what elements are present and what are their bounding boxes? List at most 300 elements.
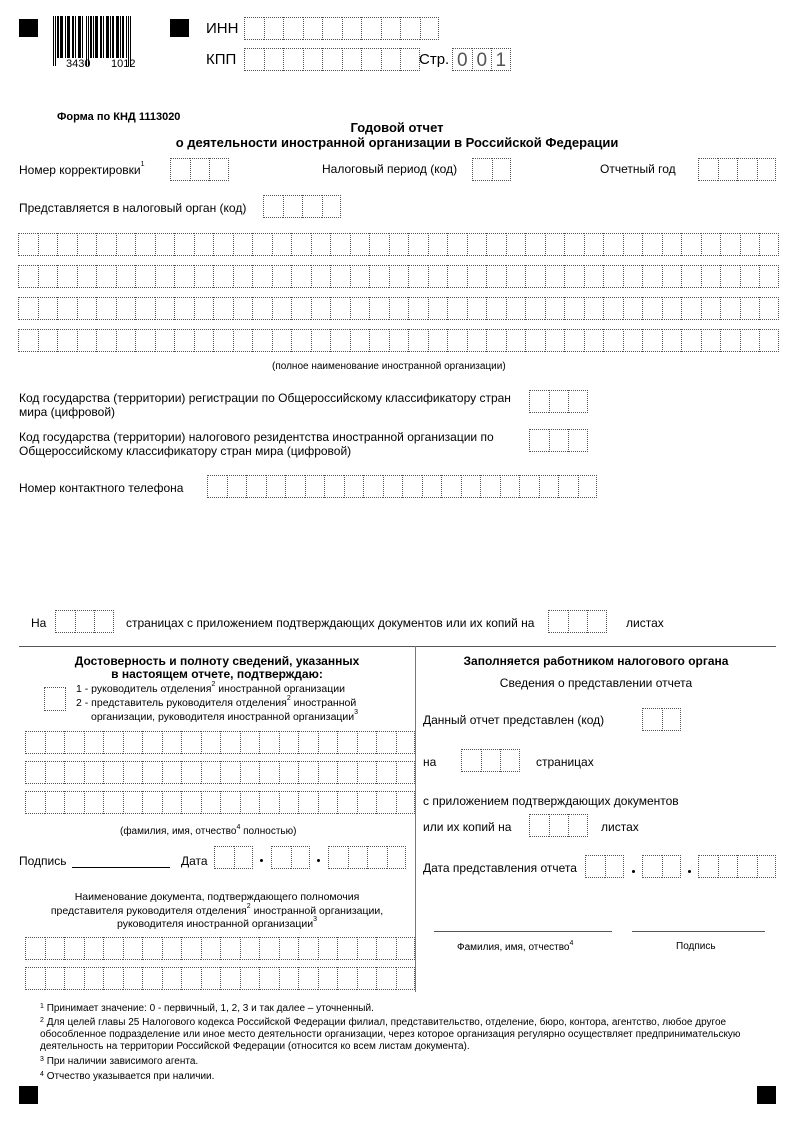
input-cell[interactable] — [396, 761, 416, 784]
input-cell[interactable] — [623, 297, 643, 320]
input-cell[interactable] — [155, 297, 175, 320]
tax-authority-code-input[interactable] — [263, 195, 341, 218]
input-cell[interactable] — [18, 297, 38, 320]
org-name-row-2[interactable] — [18, 265, 779, 288]
input-cell[interactable] — [123, 967, 143, 990]
sign-date-month[interactable] — [271, 846, 310, 869]
input-cell[interactable] — [428, 297, 448, 320]
input-cell[interactable] — [18, 329, 38, 352]
input-cell[interactable] — [135, 265, 155, 288]
input-cell[interactable] — [757, 855, 777, 878]
input-cell[interactable] — [558, 475, 578, 498]
input-cell[interactable] — [428, 265, 448, 288]
submitted-code-input[interactable] — [642, 708, 681, 731]
org-name-row-1[interactable] — [18, 233, 779, 256]
input-cell[interactable] — [467, 233, 487, 256]
input-cell[interactable] — [525, 265, 545, 288]
input-cell[interactable] — [25, 791, 45, 814]
input-cell[interactable] — [623, 265, 643, 288]
input-cell[interactable] — [759, 329, 779, 352]
input-cell[interactable] — [549, 429, 569, 452]
input-cell[interactable] — [142, 967, 162, 990]
page-number-field[interactable] — [452, 48, 511, 71]
input-cell[interactable] — [174, 265, 194, 288]
input-cell[interactable] — [491, 48, 511, 71]
input-cell[interactable] — [344, 475, 364, 498]
input-cell[interactable] — [718, 158, 738, 181]
input-cell[interactable] — [681, 233, 701, 256]
input-cell[interactable] — [142, 761, 162, 784]
officer-fio-line[interactable] — [434, 931, 612, 932]
right-pages-input[interactable] — [461, 749, 520, 772]
org-name-row-3[interactable] — [18, 297, 779, 320]
input-cell[interactable] — [564, 329, 584, 352]
input-cell[interactable] — [492, 158, 512, 181]
input-cell[interactable] — [740, 329, 760, 352]
input-cell[interactable] — [350, 265, 370, 288]
input-cell[interactable] — [174, 297, 194, 320]
input-cell[interactable] — [96, 297, 116, 320]
input-cell[interactable] — [623, 329, 643, 352]
input-cell[interactable] — [603, 297, 623, 320]
input-cell[interactable] — [291, 846, 311, 869]
input-cell[interactable] — [529, 390, 549, 413]
input-cell[interactable] — [545, 233, 565, 256]
input-cell[interactable] — [549, 814, 569, 837]
input-cell[interactable] — [116, 329, 136, 352]
input-cell[interactable] — [84, 791, 104, 814]
input-cell[interactable] — [348, 846, 368, 869]
input-cell[interactable] — [272, 329, 292, 352]
input-cell[interactable] — [400, 17, 420, 40]
input-cell[interactable] — [467, 329, 487, 352]
org-name-row-4[interactable] — [18, 329, 779, 352]
input-cell[interactable] — [240, 761, 260, 784]
input-cell[interactable] — [568, 814, 588, 837]
input-cell[interactable] — [396, 967, 416, 990]
input-cell[interactable] — [318, 967, 338, 990]
input-cell[interactable] — [330, 265, 350, 288]
input-cell[interactable] — [259, 731, 279, 754]
input-cell[interactable] — [298, 937, 318, 960]
input-cell[interactable] — [342, 48, 362, 71]
input-cell[interactable] — [283, 195, 303, 218]
input-cell[interactable] — [220, 731, 240, 754]
input-cell[interactable] — [720, 265, 740, 288]
input-cell[interactable] — [367, 846, 387, 869]
input-cell[interactable] — [240, 967, 260, 990]
input-cell[interactable] — [305, 475, 325, 498]
input-cell[interactable] — [103, 731, 123, 754]
input-cell[interactable] — [181, 791, 201, 814]
authority-doc-row-2[interactable] — [25, 967, 415, 990]
input-cell[interactable] — [57, 329, 77, 352]
input-cell[interactable] — [263, 195, 283, 218]
input-cell[interactable] — [467, 297, 487, 320]
input-cell[interactable] — [408, 297, 428, 320]
input-cell[interactable] — [389, 233, 409, 256]
input-cell[interactable] — [500, 749, 520, 772]
input-cell[interactable] — [233, 297, 253, 320]
input-cell[interactable] — [357, 967, 377, 990]
input-cell[interactable] — [420, 17, 440, 40]
input-cell[interactable] — [396, 791, 416, 814]
input-cell[interactable] — [213, 329, 233, 352]
input-cell[interactable] — [422, 475, 442, 498]
signer-fio-row-1[interactable] — [25, 731, 415, 754]
input-cell[interactable] — [116, 297, 136, 320]
input-cell[interactable] — [461, 475, 481, 498]
correction-number-input[interactable] — [170, 158, 229, 181]
input-cell[interactable] — [486, 265, 506, 288]
input-cell[interactable] — [311, 329, 331, 352]
input-cell[interactable] — [759, 297, 779, 320]
input-cell[interactable] — [642, 855, 662, 878]
officer-signature-line[interactable] — [632, 931, 765, 932]
input-cell[interactable] — [25, 731, 45, 754]
input-cell[interactable] — [142, 937, 162, 960]
input-cell[interactable] — [447, 233, 467, 256]
input-cell[interactable] — [303, 48, 323, 71]
input-cell[interactable] — [181, 937, 201, 960]
input-cell[interactable] — [162, 761, 182, 784]
input-cell[interactable] — [44, 687, 66, 711]
input-cell[interactable] — [467, 265, 487, 288]
input-cell[interactable] — [698, 158, 718, 181]
input-cell[interactable] — [38, 233, 58, 256]
input-cell[interactable] — [568, 610, 588, 633]
input-cell[interactable] — [737, 158, 757, 181]
input-cell[interactable] — [402, 475, 422, 498]
input-cell[interactable] — [57, 297, 77, 320]
input-cell[interactable] — [740, 297, 760, 320]
input-cell[interactable] — [461, 749, 481, 772]
input-cell[interactable] — [605, 855, 625, 878]
input-cell[interactable] — [272, 265, 292, 288]
input-cell[interactable] — [337, 967, 357, 990]
input-cell[interactable] — [75, 610, 95, 633]
input-cell[interactable] — [361, 17, 381, 40]
input-cell[interactable] — [318, 731, 338, 754]
input-cell[interactable] — [272, 233, 292, 256]
input-cell[interactable] — [361, 48, 381, 71]
input-cell[interactable] — [603, 265, 623, 288]
input-cell[interactable] — [302, 195, 322, 218]
input-cell[interactable] — [233, 265, 253, 288]
input-cell[interactable] — [18, 265, 38, 288]
input-cell[interactable] — [350, 329, 370, 352]
input-cell[interactable] — [214, 846, 234, 869]
input-cell[interactable] — [447, 329, 467, 352]
input-cell[interactable] — [259, 761, 279, 784]
input-cell[interactable] — [25, 937, 45, 960]
input-cell[interactable] — [480, 475, 500, 498]
input-cell[interactable] — [279, 937, 299, 960]
input-cell[interactable] — [642, 329, 662, 352]
input-cell[interactable] — [662, 265, 682, 288]
input-cell[interactable] — [155, 233, 175, 256]
input-cell[interactable] — [701, 265, 721, 288]
input-cell[interactable] — [135, 297, 155, 320]
input-cell[interactable] — [603, 329, 623, 352]
input-cell[interactable] — [18, 233, 38, 256]
input-cell[interactable] — [57, 233, 77, 256]
input-cell[interactable] — [585, 855, 605, 878]
input-cell[interactable] — [322, 17, 342, 40]
input-cell[interactable] — [389, 265, 409, 288]
input-cell[interactable] — [135, 329, 155, 352]
input-cell[interactable] — [369, 329, 389, 352]
input-cell[interactable] — [77, 329, 97, 352]
input-cell[interactable] — [311, 297, 331, 320]
input-cell[interactable] — [396, 937, 416, 960]
input-cell[interactable] — [234, 846, 254, 869]
input-cell[interactable] — [213, 265, 233, 288]
input-cell[interactable] — [103, 761, 123, 784]
input-cell[interactable] — [322, 48, 342, 71]
input-cell[interactable] — [549, 390, 569, 413]
input-cell[interactable] — [757, 158, 777, 181]
right-sheets-input[interactable] — [529, 814, 588, 837]
input-cell[interactable] — [603, 233, 623, 256]
input-cell[interactable] — [545, 265, 565, 288]
input-cell[interactable] — [759, 265, 779, 288]
input-cell[interactable] — [181, 731, 201, 754]
inn-input[interactable] — [244, 17, 439, 40]
input-cell[interactable] — [642, 233, 662, 256]
submission-date-year[interactable] — [698, 855, 776, 878]
input-cell[interactable] — [279, 761, 299, 784]
input-cell[interactable] — [529, 429, 549, 452]
input-cell[interactable] — [759, 233, 779, 256]
input-cell[interactable] — [201, 791, 221, 814]
input-cell[interactable] — [529, 814, 549, 837]
input-cell[interactable] — [201, 967, 221, 990]
sign-date-day[interactable] — [214, 846, 253, 869]
input-cell[interactable] — [233, 233, 253, 256]
input-cell[interactable] — [486, 233, 506, 256]
input-cell[interactable] — [539, 475, 559, 498]
input-cell[interactable] — [103, 937, 123, 960]
input-cell[interactable] — [298, 967, 318, 990]
input-cell[interactable] — [252, 297, 272, 320]
input-cell[interactable] — [342, 17, 362, 40]
input-cell[interactable] — [701, 297, 721, 320]
input-cell[interactable] — [564, 265, 584, 288]
input-cell[interactable] — [84, 937, 104, 960]
input-cell[interactable] — [701, 233, 721, 256]
input-cell[interactable] — [45, 937, 65, 960]
input-cell[interactable] — [201, 937, 221, 960]
input-cell[interactable] — [57, 265, 77, 288]
input-cell[interactable] — [123, 791, 143, 814]
input-cell[interactable] — [381, 17, 401, 40]
submission-date-month[interactable] — [642, 855, 681, 878]
input-cell[interactable] — [525, 297, 545, 320]
input-cell[interactable] — [264, 48, 284, 71]
input-cell[interactable] — [408, 265, 428, 288]
input-cell[interactable] — [642, 297, 662, 320]
input-cell[interactable] — [584, 297, 604, 320]
input-cell[interactable] — [383, 475, 403, 498]
input-cell[interactable] — [201, 731, 221, 754]
input-cell[interactable] — [38, 265, 58, 288]
input-cell[interactable] — [103, 967, 123, 990]
input-cell[interactable] — [181, 761, 201, 784]
input-cell[interactable] — [181, 967, 201, 990]
submission-date-day[interactable] — [585, 855, 624, 878]
input-cell[interactable] — [252, 329, 272, 352]
input-cell[interactable] — [718, 855, 738, 878]
input-cell[interactable] — [279, 967, 299, 990]
input-cell[interactable] — [578, 475, 598, 498]
input-cell[interactable] — [116, 265, 136, 288]
input-cell[interactable] — [400, 48, 420, 71]
input-cell[interactable] — [240, 791, 260, 814]
input-cell[interactable] — [642, 265, 662, 288]
input-cell[interactable] — [244, 17, 264, 40]
signer-type-input[interactable] — [44, 687, 66, 711]
sheets-count-input[interactable] — [548, 610, 607, 633]
input-cell[interactable] — [662, 708, 682, 731]
input-cell[interactable] — [240, 731, 260, 754]
input-cell[interactable] — [25, 967, 45, 990]
input-cell[interactable] — [259, 791, 279, 814]
input-cell[interactable] — [318, 791, 338, 814]
input-cell[interactable] — [162, 791, 182, 814]
input-cell[interactable] — [96, 265, 116, 288]
input-cell[interactable] — [740, 233, 760, 256]
input-cell[interactable] — [642, 708, 662, 731]
input-cell[interactable] — [45, 791, 65, 814]
input-cell[interactable] — [330, 233, 350, 256]
input-cell[interactable] — [174, 233, 194, 256]
input-cell[interactable] — [330, 297, 350, 320]
input-cell[interactable] — [481, 749, 501, 772]
input-cell[interactable] — [428, 233, 448, 256]
reg-country-code-input[interactable] — [529, 390, 588, 413]
input-cell[interactable] — [584, 329, 604, 352]
input-cell[interactable] — [279, 731, 299, 754]
input-cell[interactable] — [207, 475, 227, 498]
input-cell[interactable] — [548, 610, 568, 633]
input-cell[interactable] — [162, 937, 182, 960]
input-cell[interactable] — [194, 297, 214, 320]
signature-line[interactable] — [72, 867, 170, 868]
input-cell[interactable] — [369, 233, 389, 256]
input-cell[interactable] — [194, 233, 214, 256]
input-cell[interactable] — [698, 855, 718, 878]
signer-fio-row-2[interactable] — [25, 761, 415, 784]
input-cell[interactable] — [324, 475, 344, 498]
input-cell[interactable] — [259, 967, 279, 990]
input-cell[interactable] — [38, 297, 58, 320]
input-cell[interactable] — [64, 791, 84, 814]
input-cell[interactable] — [681, 329, 701, 352]
pages-count-input[interactable] — [55, 610, 114, 633]
input-cell[interactable] — [337, 761, 357, 784]
res-country-code-input[interactable] — [529, 429, 588, 452]
input-cell[interactable] — [64, 761, 84, 784]
input-cell[interactable] — [170, 158, 190, 181]
input-cell[interactable] — [376, 937, 396, 960]
input-cell[interactable] — [363, 475, 383, 498]
input-cell[interactable] — [376, 791, 396, 814]
input-cell[interactable] — [381, 48, 401, 71]
input-cell[interactable] — [142, 731, 162, 754]
input-cell[interactable] — [389, 329, 409, 352]
input-cell[interactable] — [322, 195, 342, 218]
input-cell[interactable] — [45, 731, 65, 754]
input-cell[interactable] — [662, 297, 682, 320]
input-cell[interactable] — [720, 233, 740, 256]
input-cell[interactable] — [506, 329, 526, 352]
input-cell[interactable] — [298, 791, 318, 814]
input-cell[interactable] — [376, 967, 396, 990]
input-cell[interactable] — [337, 731, 357, 754]
input-cell[interactable] — [376, 761, 396, 784]
input-cell[interactable] — [369, 297, 389, 320]
input-cell[interactable] — [283, 48, 303, 71]
input-cell[interactable] — [525, 233, 545, 256]
input-cell[interactable] — [662, 855, 682, 878]
input-cell[interactable] — [227, 475, 247, 498]
input-cell[interactable] — [545, 329, 565, 352]
input-cell[interactable] — [519, 475, 539, 498]
input-cell[interactable] — [272, 297, 292, 320]
input-cell[interactable] — [244, 48, 264, 71]
input-cell[interactable] — [298, 731, 318, 754]
input-cell[interactable] — [681, 297, 701, 320]
input-cell[interactable] — [64, 731, 84, 754]
input-cell[interactable] — [96, 329, 116, 352]
input-cell[interactable] — [389, 297, 409, 320]
input-cell[interactable] — [506, 265, 526, 288]
input-cell[interactable] — [233, 329, 253, 352]
input-cell[interactable] — [428, 329, 448, 352]
input-cell[interactable] — [220, 967, 240, 990]
input-cell[interactable] — [408, 233, 428, 256]
input-cell[interactable] — [662, 233, 682, 256]
input-cell[interactable] — [123, 761, 143, 784]
input-cell[interactable] — [311, 233, 331, 256]
input-cell[interactable] — [220, 937, 240, 960]
input-cell[interactable] — [64, 967, 84, 990]
input-cell[interactable] — [357, 761, 377, 784]
report-year-input[interactable] — [698, 158, 776, 181]
input-cell[interactable] — [568, 390, 588, 413]
input-cell[interactable] — [135, 233, 155, 256]
input-cell[interactable] — [584, 233, 604, 256]
input-cell[interactable] — [94, 610, 114, 633]
input-cell[interactable] — [441, 475, 461, 498]
input-cell[interactable] — [337, 791, 357, 814]
input-cell[interactable] — [545, 297, 565, 320]
input-cell[interactable] — [376, 731, 396, 754]
input-cell[interactable] — [240, 937, 260, 960]
input-cell[interactable] — [408, 329, 428, 352]
input-cell[interactable] — [64, 937, 84, 960]
input-cell[interactable] — [357, 731, 377, 754]
input-cell[interactable] — [190, 158, 210, 181]
input-cell[interactable] — [472, 48, 492, 71]
input-cell[interactable] — [500, 475, 520, 498]
input-cell[interactable] — [213, 297, 233, 320]
input-cell[interactable] — [681, 265, 701, 288]
input-cell[interactable] — [220, 761, 240, 784]
input-cell[interactable] — [220, 791, 240, 814]
input-cell[interactable] — [447, 297, 467, 320]
